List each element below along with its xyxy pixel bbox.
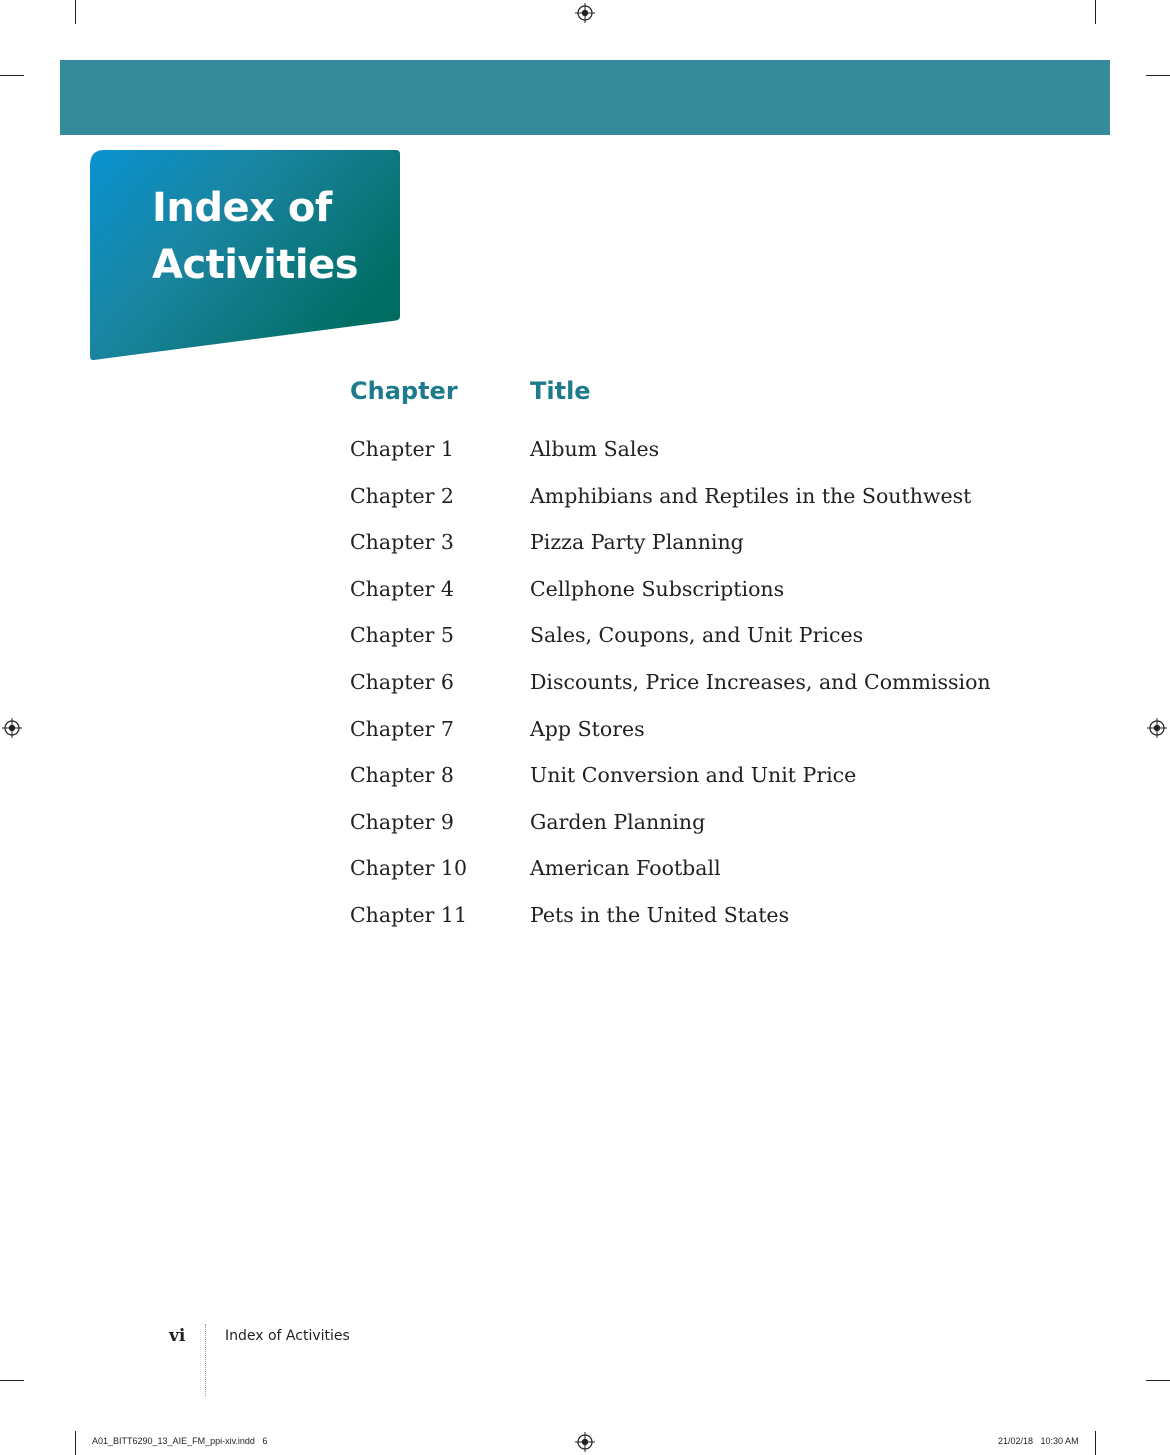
title-cell: Discounts, Price Increases, and Commission [530,669,991,694]
crop-mark [0,75,24,76]
title-cell: Pizza Party Planning [530,530,744,555]
registration-target-icon [575,1432,595,1452]
chapter-cell: Chapter 9 [350,809,454,834]
title-cell: Cellphone Subscriptions [530,576,785,601]
column-header-chapter: Chapter [350,377,458,405]
registration-target-icon [575,3,595,23]
title-cell: Garden Planning [530,809,706,834]
page-footer [0,1320,1170,1400]
page-title [152,180,392,294]
page-number: vi [169,1326,186,1346]
header-banner [60,60,1110,135]
column-header-title: Title [530,377,591,405]
crop-mark [1146,75,1170,76]
title-cell: Album Sales [530,437,660,461]
page-title-tab [90,150,400,360]
title-cell: App Stores [530,716,645,741]
chapter-cell: Chapter 6 [350,669,454,694]
title-cell: Unit Conversion and Unit Price [530,763,857,788]
slug-datetime: 21/02/18 10:30 AM [998,1436,1079,1446]
table-row [350,706,1050,753]
title-cell: Sales, Coupons, and Unit Prices [530,623,864,648]
chapter-cell: Chapter 4 [350,576,454,601]
table-row [350,426,1050,473]
footer-divider [205,1324,206,1396]
chapter-cell: Chapter 8 [350,763,454,788]
page-title-line: Activities [152,242,359,288]
chapter-cell: Chapter 2 [350,483,454,508]
crop-mark [75,0,76,24]
title-cell: Pets in the United States [530,902,790,927]
table-row [350,473,1050,520]
chapter-cell: Chapter 1 [350,437,454,461]
chapter-cell: Chapter 11 [350,902,468,927]
table-row [350,799,1050,846]
crop-mark [1095,0,1096,24]
table-row [350,892,1050,939]
chapter-cell: Chapter 3 [350,530,454,555]
chapter-cell: Chapter 10 [350,856,468,881]
table-row [350,659,1050,706]
crop-mark [75,1431,76,1455]
slug-filename: A01_BITT6290_13_AIE_FM_ppi-xiv.indd 6 [92,1436,268,1446]
table-header-row [350,370,1050,418]
activities-table [350,370,1050,931]
chapter-cell: Chapter 7 [350,716,454,741]
table-row [350,519,1050,566]
table-row [350,752,1050,799]
title-cell: American Football [530,856,721,881]
registration-target-icon [1147,718,1167,738]
chapter-cell: Chapter 5 [350,623,454,648]
page-title-line: Index of [152,185,332,231]
registration-target-icon [2,718,22,738]
table-body [350,426,1050,939]
crop-mark [1095,1431,1096,1455]
title-cell: Amphibians and Reptiles in the Southwest [530,483,972,508]
table-row [350,566,1050,613]
running-head: Index of Activities [225,1328,350,1344]
table-row [350,612,1050,659]
table-row [350,845,1050,892]
